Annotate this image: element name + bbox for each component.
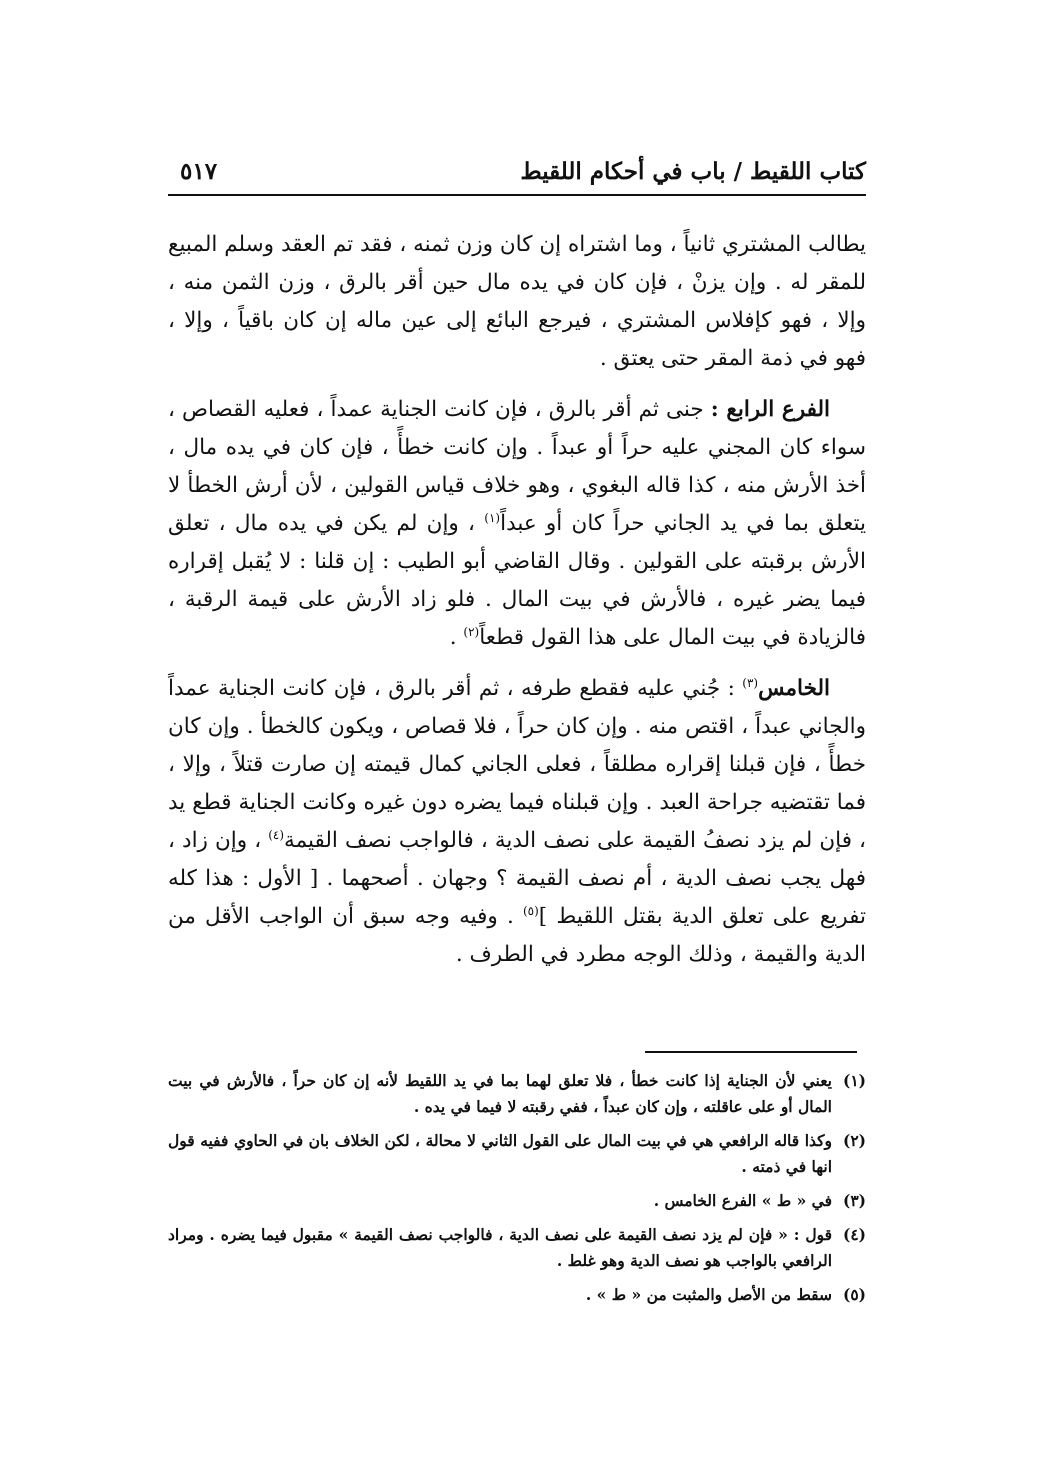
footnote-number: (٥): [842, 1285, 866, 1304]
footnote-number: (٣): [842, 1191, 866, 1210]
page-header: [168, 158, 866, 196]
paragraph-1: [168, 226, 866, 378]
footnote-ref-3: (٣): [742, 675, 759, 690]
paragraph-1-text: يطالب المشتري ثانياً ، وما اشتراه إن كان وزن ثمنه ، فقد تم العقد وسلم المبيع للمقر له . وإن يزنْ ، فإن كان في يده مال حين أقر بالرق ، وزن الثمن منه ، وإلا ، فهو كإفلاس المشتري ، فيرجع البائع إلى عين ماله إن كان باقياً ، وإلا ، فهو في ذمة المقر حتى يعتق .: [168, 232, 866, 371]
section-heading-fourth: الفرع الرابع :: [710, 397, 830, 422]
paragraph-2-text-c: .: [449, 625, 464, 650]
footnote-number: (٤): [842, 1225, 866, 1244]
footnote-ref-2: (٢): [463, 624, 480, 639]
footnote-separator: [645, 1051, 857, 1053]
footnotes: [168, 1068, 866, 1316]
footnote-ref-4: (٤): [268, 827, 285, 842]
footnote-text: في « ط » الفرع الخامس .: [653, 1191, 832, 1210]
paragraph-2-text-a: جنى ثم أقر بالرق ، فإن كانت الجناية عمداً ، فعليه القصاص ، سواء كان المجني عليه حراً أو عبداً . وإن كانت خطأً ، فإن كان في يده مال ، أخذ الأرش منه ، كذا قاله البغوي ، وهو خلاف قياس القولين ، لأن أرش الخطأ لا يتعلق بما في يد الجاني حراً كان أو عبداً: [168, 397, 866, 536]
running-title: كتاب اللقيط / باب في أحكام اللقيط: [520, 158, 866, 185]
paragraph-3: [168, 670, 866, 974]
footnote-2: [168, 1128, 866, 1180]
footnote-ref-5: (٥): [522, 903, 539, 918]
footnote-text: قول : « فإن لم يزد نصف القيمة على نصف الدية ، فالواجب نصف القيمة » مقبول فيما يضره . ومراد الرافعي بالواجب هو نصف الدية وهو غلط .: [168, 1225, 832, 1270]
footnote-4: [168, 1222, 866, 1274]
paragraph-3-text-a: : جُني عليه فقطع طرفه ، ثم أقر بالرق ، فإن كانت الجناية عمداً والجاني عبداً ، اقتص منه . وإن كان حراً ، فلا قصاص ، ويكون كالخطأ . وإن كان خطأً ، فإن قبلنا إقراره مطلقاً ، فعلى الجاني كمال قيمته إن صارت قتلاً ، وإلا ، فما تقتضيه جراحة العبد . وإن قبلناه فيما يضره دون غيره وكانت الجناية قطع يد ، فإن لم يزد نصفُ القيمة على نصف الدية ، فالواجب نصف القيمة: [168, 676, 866, 853]
main-text: [168, 226, 866, 987]
footnote-ref-1: (١): [484, 510, 501, 525]
footnote-text: سقط من الأصل والمثبت من « ط » .: [585, 1285, 832, 1304]
footnote-3: [168, 1188, 866, 1214]
footnote-text: يعني لأن الجناية إذا كانت خطأ ، فلا تعلق لهما بما في يد اللقيط لأنه إن كان حراً ، فالأرش في بيت المال أو على عاقلته ، وإن كان عبداً ، ففي رقبته لا فيما في يده .: [168, 1071, 832, 1116]
footnote-5: [168, 1282, 866, 1308]
paragraph-3-text-c: . وفيه وجه سبق أن الواجب الأقل من الدية والقيمة ، وذلك الوجه مطرد في الطرف .: [168, 904, 866, 967]
footnote-number: (٢): [842, 1131, 866, 1150]
paragraph-2-text-b: ، وإن لم يكن في يده مال ، تعلق الأرش برقبته على القولين . وقال القاضي أبو الطيب : إن قلنا : لا يُقبل إقراره فيما يضر غيره ، فالأرش في بيت المال . فلو زاد الأرش على قيمة الرقبة ، فالزيادة في بيت المال على هذا القول قطعاً: [168, 511, 866, 650]
footnote-1: [168, 1068, 866, 1120]
paragraph-3-text-b: ، وإن زاد ، فهل يجب نصف الدية ، أم نصف القيمة ؟ وجهان . أصحهما . [ الأول : هذا كله تفريع على تعلق الدية بقتل اللقيط ]: [168, 828, 866, 929]
footnote-number: (١): [842, 1071, 866, 1090]
paragraph-2: [168, 391, 866, 657]
section-heading-fifth: الخامس: [758, 676, 830, 701]
page-number: ٥١٧: [180, 158, 218, 185]
footnote-text: وكذا قاله الرافعي هي في بيت المال على القول الثاني لا محالة ، لكن الخلاف بان في الحاوي ففيه قول انها في ذمته .: [168, 1131, 832, 1176]
